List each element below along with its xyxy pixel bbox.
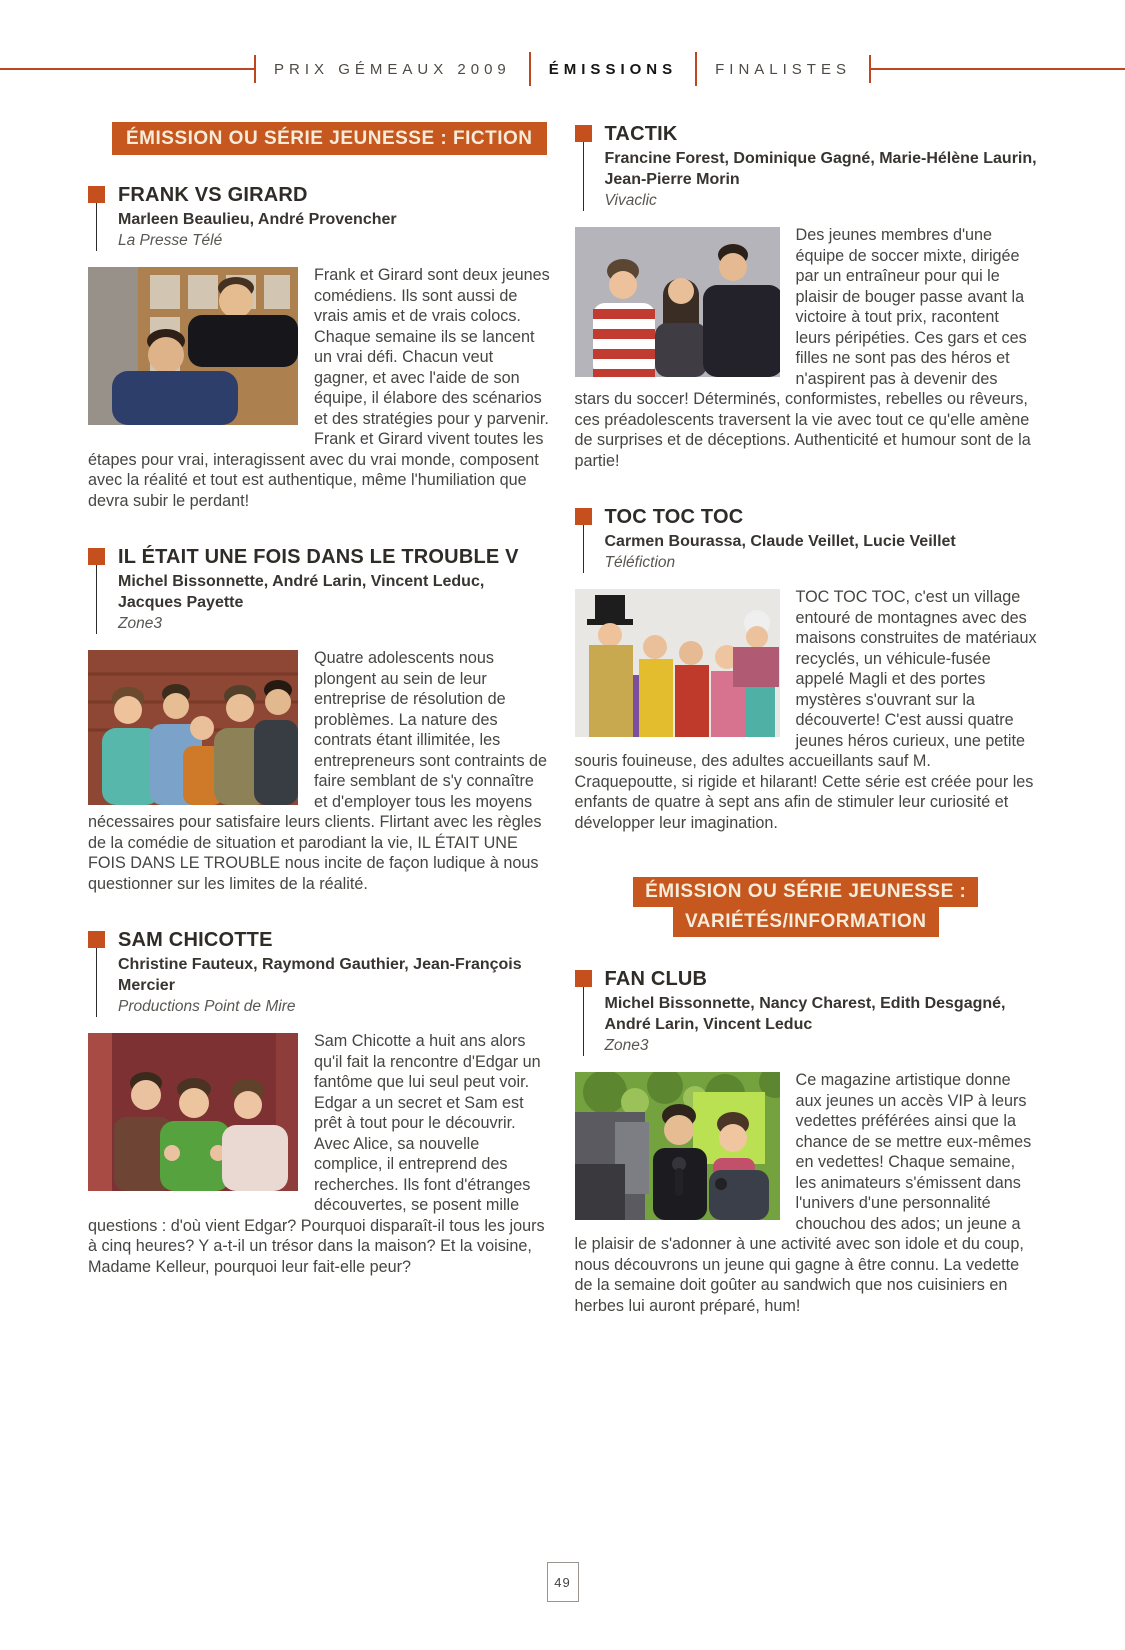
show-title: TOC TOC TOC — [604, 506, 744, 528]
bullet-leader-line — [583, 987, 584, 1056]
section-bullet — [88, 545, 105, 634]
show-producers: Francine Forest, Dominique Gagné, Marie-Hélène Laurin, Jean-Pierre Morin — [604, 150, 1037, 188]
show-company: Productions Point de Mire — [118, 998, 296, 1015]
banner-jeunesse-varietes-information — [575, 877, 1038, 937]
show-section-tactik — [575, 122, 1038, 471]
show-description: Sam Chicotte a huit ans alors qu'il fait la rencontre d'Edgar un fantôme que lui seul peut voir. Edgar a un secret et Sam est prêt à tout pour le découvrir. Avec Alice, sa nouvelle complice, il entreprend des recherches. Ils font d'étranges découvertes, se posent mille questions : d'où vient Edgar? Pourquoi disparaît-il tous les jours à cinq heures? Y a-t-il un trésor dans la maison? Et la voisine, Madame Kelleur, pourquoi leur fait-elle peur? — [88, 1032, 545, 1276]
bullet-leader-line — [96, 948, 97, 1017]
show-producers: Michel Bissonnette, André Larin, Vincent Leduc, Jacques Payette — [118, 573, 485, 611]
show-photo-il-etait-une-fois — [88, 650, 298, 805]
orange-square-icon — [575, 970, 592, 987]
show-company: Vivaclic — [604, 192, 657, 209]
banner-jeunesse-fiction: ÉMISSION OU SÉRIE JEUNESSE : FICTION — [112, 122, 547, 155]
show-description: Quatre adolescents nous plongent au sein de leur entreprise de résolution de problèmes. La nature des contrats étant illimitée, les entrepreneurs sont contraints de faire semblant de s'y connaître et d'employer tous les moyens nécessaires pour satisfaire leurs clients. Flirtant avec les règles de la comédie de situation et parodiant la vie, IL ÉTAIT UNE FOIS DANS LE TROUBLE nous incite de façon ludique à nous questionner sur les limites de la réalité. — [88, 649, 548, 893]
show-producers: Michel Bissonnette, Nancy Charest, Edith Desgagné, André Larin, Vincent Leduc — [604, 995, 1006, 1033]
banner-line-1: ÉMISSION OU SÉRIE JEUNESSE : — [633, 877, 978, 907]
show-title: TACTIK — [604, 123, 678, 145]
show-section-frank-vs-girard — [88, 183, 551, 511]
page-number-box — [547, 1562, 579, 1602]
show-photo-sam-chicotte — [88, 1033, 298, 1191]
header-rule-right — [869, 68, 1125, 70]
show-title: IL ÉTAIT UNE FOIS DANS LE TROUBLE V — [118, 546, 519, 568]
bullet-leader-line — [96, 203, 97, 251]
orange-square-icon — [88, 548, 105, 565]
section-bullet — [575, 967, 592, 1056]
show-section-il-etait-une-fois — [88, 545, 551, 894]
show-photo-frank-vs-girard — [88, 267, 298, 425]
header-title-finalistes: FINALISTES — [715, 60, 851, 78]
show-producers: Carmen Bourassa, Claude Veillet, Lucie Veillet — [604, 533, 956, 550]
show-photo-toc-toc-toc — [575, 589, 780, 737]
orange-square-icon — [575, 508, 592, 525]
banner-line-2: VARIÉTÉS/INFORMATION — [673, 907, 939, 937]
section-bullet — [88, 183, 105, 251]
show-title: SAM CHICOTTE — [118, 929, 273, 951]
show-section-toc-toc-toc — [575, 505, 1038, 833]
page-header — [0, 52, 1125, 86]
page-number: 49 — [554, 1574, 571, 1590]
show-description: Des jeunes membres d'une équipe de soccer mixte, dirigée par un entraîneur pour qui le plaisir de bouger passe avant la victoire à tout prix, racontent leurs péripéties. Ces gars et ces filles ne sont pas des héros et n'aspirent pas à devenir des stars du soccer! Déterminés, conformistes, rebelles ou rêveurs, ces préadolescents traversent la vie avec tout ce qu'elle amène de surprises et de déceptions. Authenticité et humour sont de la partie! — [574, 226, 1031, 470]
show-producers: Christine Fauteux, Raymond Gauthier, Jean-François Mercier — [118, 956, 522, 994]
show-section-sam-chicotte — [88, 928, 551, 1277]
header-rule-left — [0, 68, 256, 70]
bullet-leader-line — [583, 142, 584, 211]
orange-square-icon — [88, 931, 105, 948]
show-description: Ce magazine artistique donne aux jeunes un accès VIP à leurs vedettes préférées ainsi que la chance de se mettre eux-mêmes en vedettes! Chaque semaine, les animateurs s'émissent dans l'univers d'une personnalité chouchou des ados; un jeune a le plaisir de s'adonner à une activité avec son idole et du coup, nous découvrons un jeune qui gagne à être connu. La vedette de la semaine doit goûter au sandwich que nos cuisiniers en herbes lui auront préparé, hum! — [574, 1071, 1032, 1315]
section-bullet — [88, 928, 105, 1017]
show-company: Zone3 — [118, 615, 162, 632]
show-photo-fan-club — [575, 1072, 780, 1220]
show-producers: Marleen Beaulieu, André Provencher — [118, 211, 397, 228]
right-column — [575, 122, 1038, 1350]
show-title: FAN CLUB — [604, 968, 708, 990]
bullet-leader-line — [583, 525, 584, 573]
left-column — [88, 122, 551, 1350]
header-title-prix-gemeaux: PRIX GÉMEAUX 2009 — [274, 60, 511, 78]
orange-square-icon — [88, 186, 105, 203]
show-description: Frank et Girard sont deux jeunes comédiens. Ils sont aussi de vrais amis et de vrais colocs. Chaque semaine ils se lancent un vrai défi. Chacun veut gagner, et avec l'aide de son équipe, il élabore des scénarios et des stratégies pour y parvenir. Frank et Girard vivent toutes les étapes pour vrai, interagissent avec du vrai monde, composent avec la réalité et tout est authentique, même l'humiliation que devra subir le perdant! — [88, 266, 550, 510]
show-title: FRANK VS GIRARD — [118, 184, 308, 206]
show-company: Zone3 — [604, 1037, 649, 1054]
show-section-fan-club — [575, 967, 1038, 1316]
header-title-emissions: ÉMISSIONS — [548, 60, 678, 78]
show-company: La Presse Télé — [118, 232, 223, 249]
section-bullet — [575, 122, 592, 211]
orange-square-icon — [575, 125, 592, 142]
section-bullet — [575, 505, 592, 573]
show-company: Téléfiction — [604, 554, 676, 571]
show-photo-tactik — [575, 227, 780, 377]
show-description: TOC TOC TOC, c'est un village entouré de montagnes avec des maisons construites de matériaux recyclés, un véhicule-fusée appelé Magli et des portes mystères s'ouvrant sur la découverte! C'est aussi quatre jeunes héros curieux, une petite souris fouineuse, des adultes accueillants sauf M. Craquepoutte, si rigide et hilarant! Cette série est créée pour les enfants de quatre à sept ans afin de stimuler leur curiosité et développer leur imagination. — [574, 588, 1037, 832]
bullet-leader-line — [96, 565, 97, 634]
